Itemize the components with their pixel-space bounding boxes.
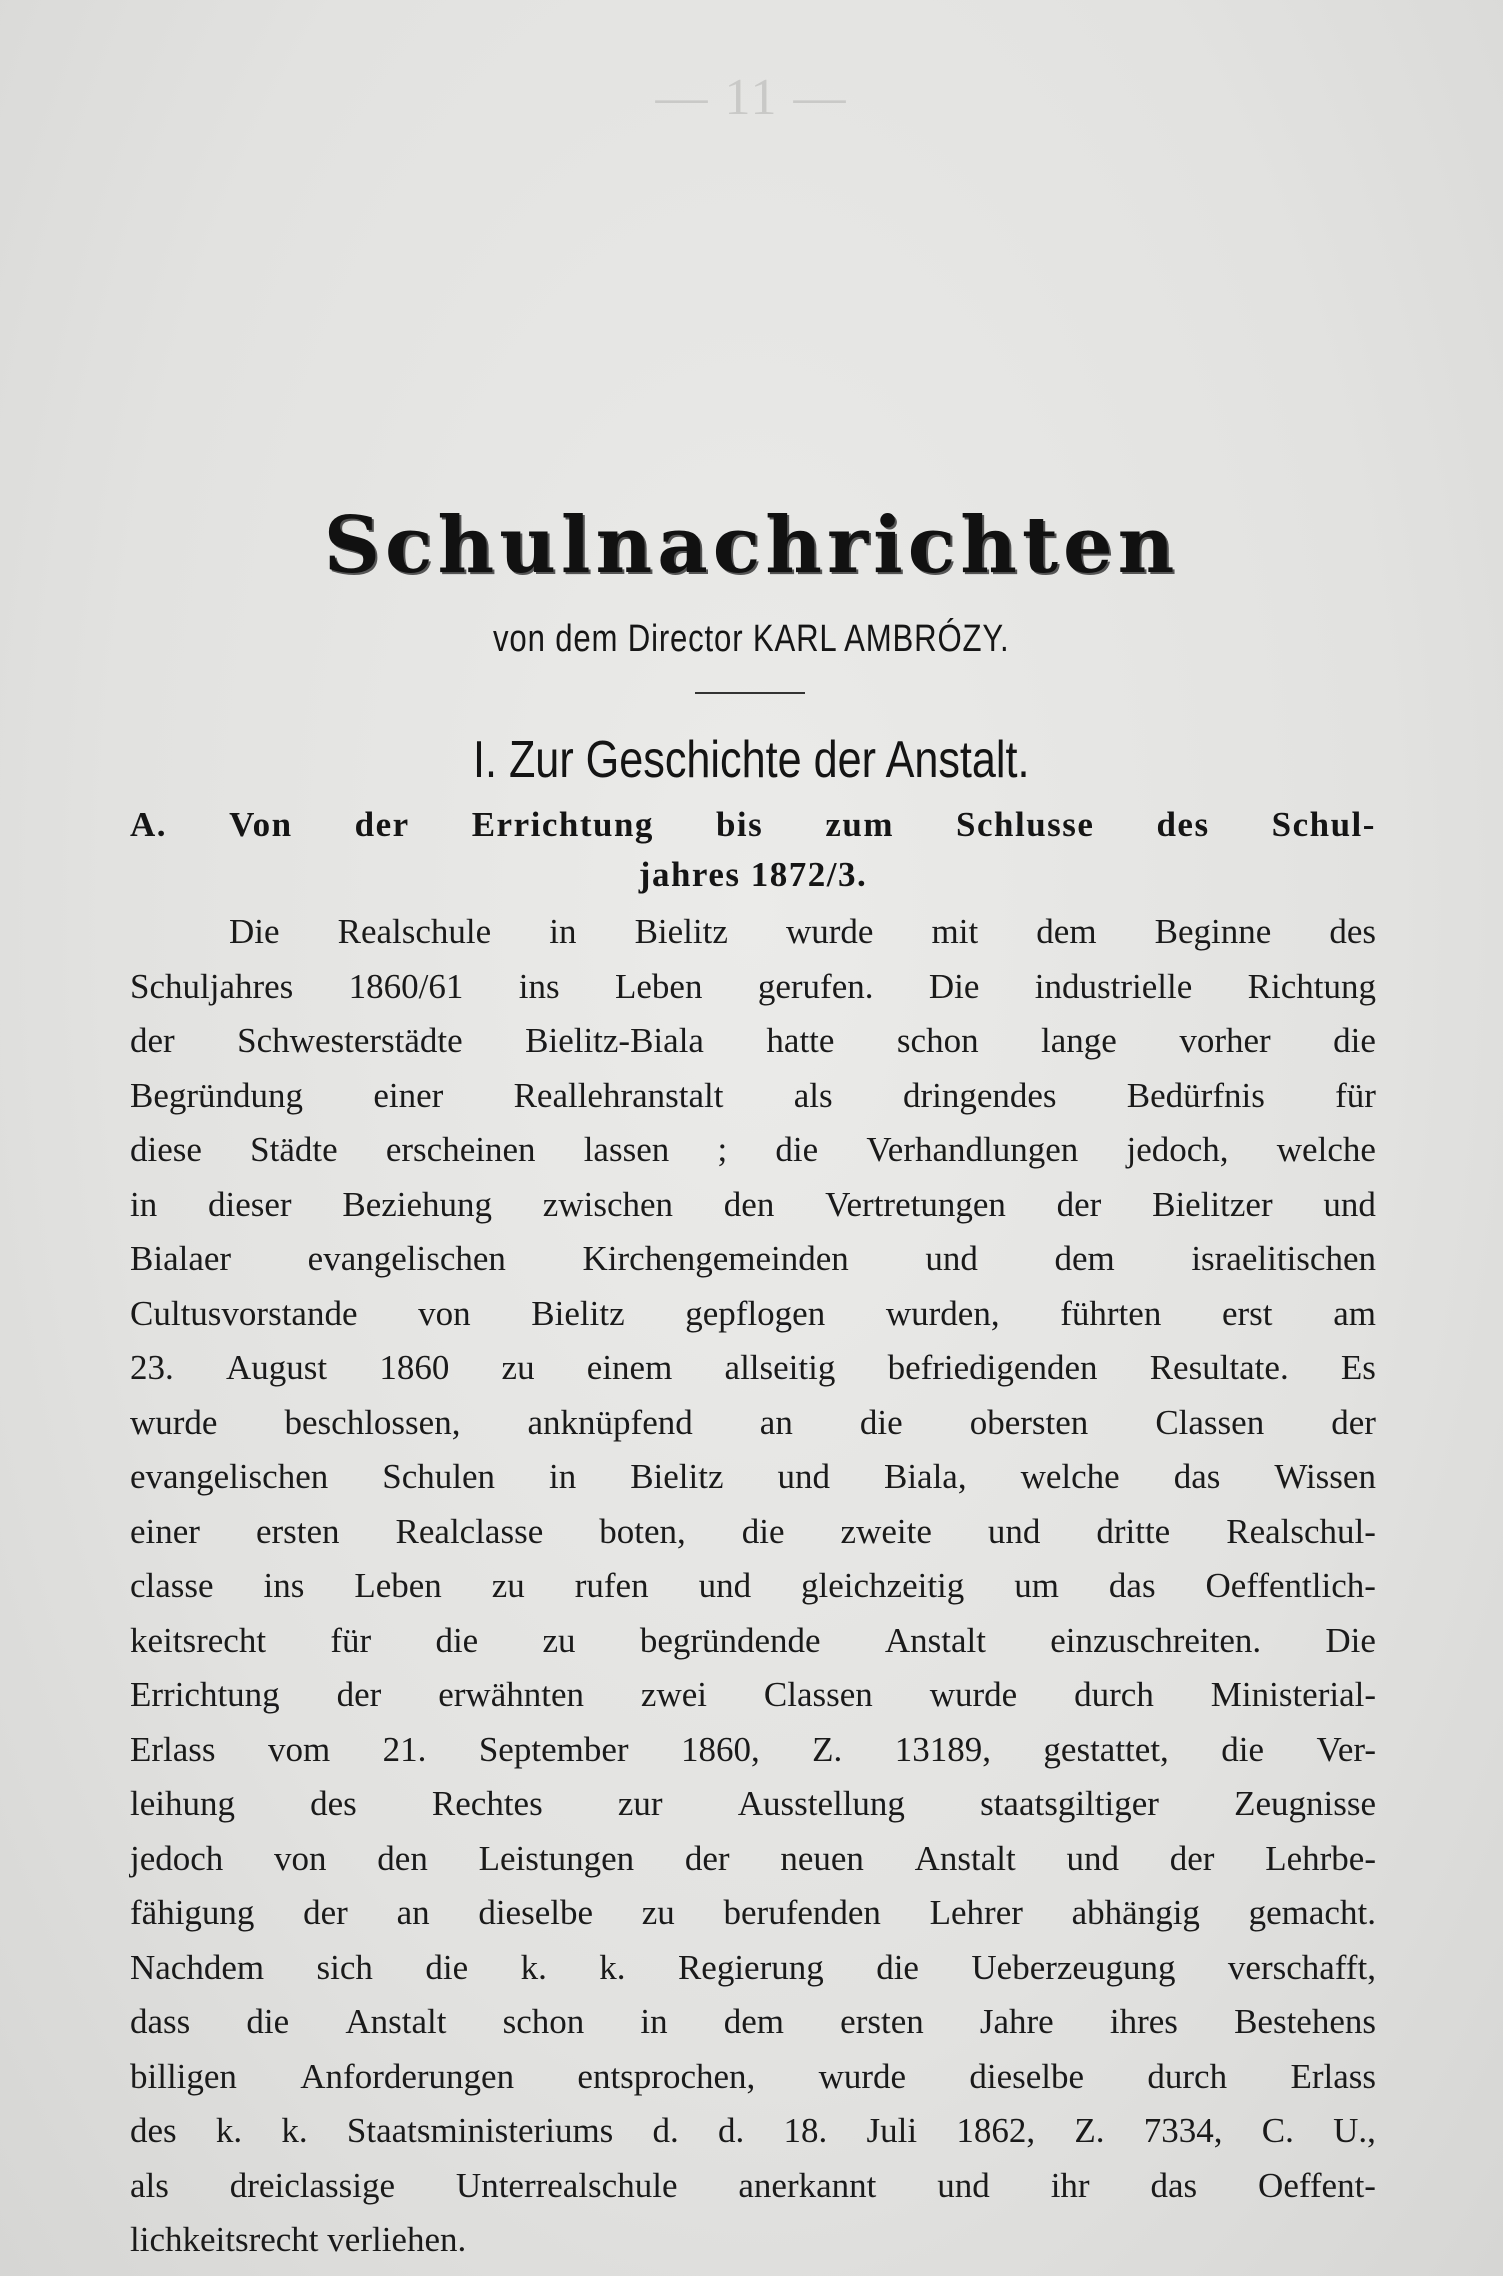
text-line: wurde beschlossen, anknüpfend an die obersten Classen der <box>130 1402 1376 1442</box>
heading-word: Schlusse <box>956 805 1095 844</box>
text-line: fähigung der an dieselbe zu berufenden Lehrer abhängig gemacht. <box>130 1893 1376 1932</box>
section-heading: I. Zur Geschichte der Anstalt. <box>472 731 1030 789</box>
text-line: Cultusvorstande von Bielitz gepflogen wurden, führten erst am <box>130 1293 1376 1333</box>
text-line: der Schwesterstädte Bielitz-Biala hatte schon lange vorher die <box>130 1021 1376 1060</box>
heading-word: bis <box>715 805 764 844</box>
subsection-heading <box>130 800 1376 900</box>
page-number: — 11 — <box>655 69 848 126</box>
text-line: einer ersten Realclasse boten, die zweite und dritte Realschul- <box>130 1511 1376 1551</box>
text-line: als dreiclassige Unterrealschule anerkannt und ihr das Oeffent- <box>130 2165 1376 2205</box>
text-line: des k. k. Staatsministeriums d. d. 18. Juli 1862, Z. 7334, C. U., <box>130 2111 1376 2150</box>
page-title: Schulnachrichten <box>323 500 1180 591</box>
text-line: dass die Anstalt schon in dem ersten Jahre ihres Bestehens <box>130 2002 1376 2041</box>
heading-word: Schul- <box>1271 805 1376 844</box>
author-byline: von dem Director KARL AMBRÓZY. <box>493 618 1010 660</box>
text-line: Begründung einer Reallehranstalt als dringendes Bedürfnis für <box>130 1075 1376 1115</box>
text-line: keitsrecht für die zu begründende Anstalt einzuschreiten. Die <box>130 1620 1376 1660</box>
text-line: Die Realschule in Bielitz wurde mit dem Beginne des <box>229 912 1376 951</box>
text-line: Nachdem sich die k. k. Regierung die Ueberzeugung verschafft, <box>130 1947 1376 1987</box>
text-line: lichkeitsrecht verliehen. <box>130 2220 467 2259</box>
subsection-heading-line <box>130 800 1376 850</box>
text-line: diese Städte erscheinen lassen ; die Verhandlungen jedoch, welche <box>130 1130 1376 1169</box>
text-line: evangelischen Schulen in Bielitz und Biala, welche das Wissen <box>130 1457 1376 1496</box>
heading-word: Von <box>229 805 293 844</box>
text-line: billigen Anforderungen entsprochen, wurde dieselbe durch Erlass <box>130 2056 1376 2096</box>
divider <box>695 692 805 694</box>
text-line: jedoch von den Leistungen der neuen Anstalt und der Lehrbe- <box>130 1838 1376 1878</box>
heading-word: Errichtung <box>471 805 654 844</box>
text-line: in dieser Beziehung zwischen den Vertretungen der Bielitzer und <box>130 1184 1376 1224</box>
text-line: Erlass vom 21. September 1860, Z. 13189, gestattet, die Ver- <box>130 1729 1376 1769</box>
heading-word: des <box>1156 805 1210 844</box>
text-line: Bialaer evangelischen Kirchengemeinden und dem israelitischen <box>130 1239 1376 1278</box>
text-line: Errichtung der erwähnten zwei Classen wurde durch Ministerial- <box>130 1675 1376 1714</box>
text-line: classe ins Leben zu rufen und gleichzeitig um das Oeffentlich- <box>130 1566 1376 1605</box>
text-line: leihung des Rechtes zur Ausstellung staatsgiltiger Zeugnisse <box>130 1784 1376 1823</box>
body-paragraph <box>130 905 1376 2268</box>
heading-word: zum <box>825 805 894 844</box>
text-line: 23. August 1860 zu einem allseitig befriedigenden Resultate. Es <box>130 1348 1376 1387</box>
subsection-heading-line: jahres 1872/3. <box>638 855 868 894</box>
text-line: Schuljahres 1860/61 ins Leben gerufen. Die industrielle Richtung <box>130 966 1376 1006</box>
heading-word: der <box>354 805 410 844</box>
heading-word: A. <box>130 805 168 844</box>
